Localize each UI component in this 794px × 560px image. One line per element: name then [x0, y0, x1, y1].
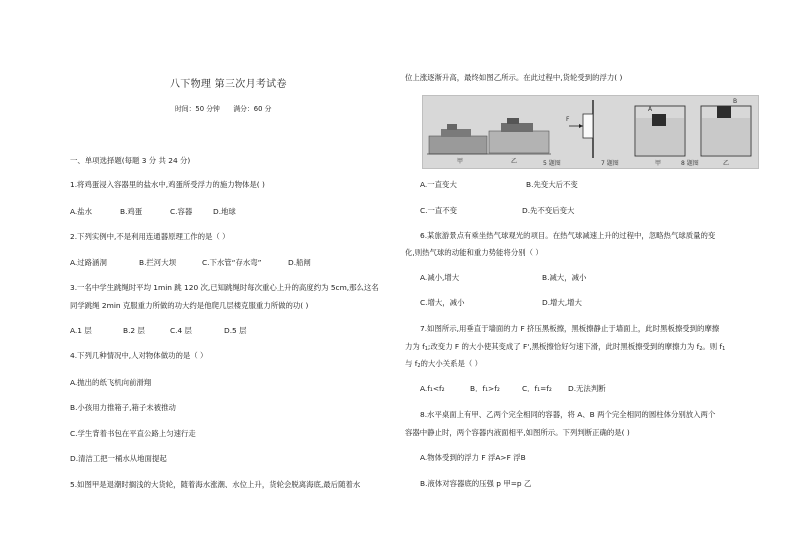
question-7-line1: 7.如图所示,用垂直于墙面的力 F 挤压黑板擦，黑板擦静止于墙面上，此时黑板擦受到的摩擦: [420, 324, 720, 333]
q7-option-a: A.f₁<f₂: [420, 384, 445, 393]
q7-text-a: 力为 f: [405, 342, 425, 351]
q5-option-d: D.先不变后变大: [522, 206, 575, 215]
q8-option-a: A.物体受到的浮力 F 浮A>F 浮B: [420, 453, 526, 462]
q1-option-b: B.鸡蛋: [120, 207, 143, 216]
fig5-caption: 5 题图: [543, 160, 561, 167]
fig5-label-jia: 甲: [457, 158, 464, 165]
question-4: 4.下列几种情况中,人对物体做功的是（ ）: [70, 351, 208, 360]
question-8-line1: 8.水平桌面上有甲、乙两个完全相同的容器，将 A、B 两个完全相同的圆柱体分别放入两个: [420, 410, 716, 419]
fig8-label-yi: 乙: [723, 160, 730, 167]
q1-option-a: A.盐水: [70, 207, 93, 216]
fig8-label-b: B: [733, 98, 738, 105]
q4-option-a: A.抛出的纸飞机向前滑翔: [70, 378, 152, 387]
q7-option-c: C．f₁=f₂: [522, 384, 552, 393]
q4-option-d: D.清洁工把一桶水从地面提起: [70, 454, 167, 463]
q2-option-c: C.下水管“存水弯”: [202, 258, 262, 267]
q7-text-c: 。则 f: [702, 342, 723, 351]
q6-option-c: C.增大，减小: [420, 298, 465, 307]
q6-option-b: B.减大，减小: [542, 273, 587, 282]
fig7-caption: 7 题图: [601, 160, 619, 167]
question-6-line1: 6.某旅游景点有乘坐热气球观光的项目。在热气球减速上升的过程中，忽略热气球质量的变: [420, 231, 716, 240]
q7-option-d: D.无法判断: [568, 384, 606, 393]
question-6-line2: 化,则热气球的动能和重力势能将分别（ ）: [405, 248, 543, 257]
q7-text-d: 与 f: [405, 359, 418, 368]
question-7-line3: 与 $f_2$的大小关系是（ ）: [405, 359, 483, 369]
q2-option-d: D.船闸: [288, 258, 311, 267]
question-5-line1: 5.如图甲是退潮时搁浅的大货轮，随着海水涨潮、水位上升，货轮会脱离海底,最后随着水: [70, 480, 361, 489]
q2-option-b: B.拦河大坝: [139, 258, 176, 267]
fig8-caption: 8 题图: [681, 160, 699, 167]
q7-option-b: B．f₁>f₂: [470, 384, 500, 393]
q3-option-c: C.4 层: [170, 326, 192, 335]
exam-subtitle: 时间：50 分钟 满分：60 分: [175, 105, 272, 113]
section-heading: 一、单项选择题(每题 3 分 共 24 分): [70, 156, 191, 165]
fig5-label-yi: 乙: [511, 158, 518, 165]
q4-option-b: B.小孩用力推箱子,箱子未被推动: [70, 403, 176, 412]
figure-strip: [422, 95, 759, 169]
question-5-line2: 位上涨逐渐升高，最终如图乙所示。在此过程中,货轮受到的浮力( ): [405, 73, 623, 82]
q1-option-c: C.容器: [170, 207, 193, 216]
q8-option-b: B.液体对容器底的压强 p 甲=p 乙: [420, 479, 532, 488]
question-1: 1.将鸡蛋浸入容器里的盐水中,鸡蛋所受浮力的施力物体是( ): [70, 180, 265, 189]
question-8-line2: 容器中静止时，两个容器内液面相平,如图所示。下列判断正确的是( ): [405, 428, 630, 437]
exam-title: 八下物理 第三次月考试卷: [170, 79, 287, 90]
question-2: 2.下列实例中,不是利用连通器原理工作的是（ ）: [70, 232, 230, 241]
q5-option-b: B.先变大后不变: [526, 180, 578, 189]
q7-text-b: ;改变力 F 的大小使其变成了 F',黑板擦恰好匀速下滑，此时黑板擦受到的摩擦力为 f: [427, 342, 700, 351]
fig5-ships: [427, 118, 551, 154]
q1-option-d: D.地球: [213, 207, 236, 216]
q7-text-e: 的大小关系是（ ）: [420, 359, 483, 368]
q3-option-b: B.2 层: [123, 326, 145, 335]
q6-option-d: D.增大,增大: [542, 298, 582, 307]
question-3-line2: 同学跳绳 2min 克服重力所做的功大约是他爬几层楼克服重力所做的功( ): [70, 301, 309, 310]
q4-option-c: C.学生背着书包在平直公路上匀速行走: [70, 429, 196, 438]
figure-illustrations: [423, 96, 758, 168]
q3-option-a: A.1 层: [70, 326, 92, 335]
fig8-containers: [635, 106, 751, 156]
q6-option-a: A.减小,增大: [420, 273, 460, 282]
fig8-label-a: A: [648, 106, 653, 113]
q2-option-a: A.过路涵洞: [70, 258, 107, 267]
question-7-line2: 力为 $f_1$;改变力 F 的大小使其变成了 F',黑板擦恰好匀速下滑，此时黑板擦受到的摩擦力为 $f_2$。则 $f_1$: [405, 342, 726, 352]
question-3-line1: 3.一名中学生跳绳时平均 1min 跳 120 次,已知跳绳时每次重心上升的高度约为 5cm,那么这名: [70, 283, 379, 292]
fig8-label-jia: 甲: [655, 160, 662, 167]
fig7-wall-eraser: [569, 100, 593, 158]
fig7-label-f: F: [566, 116, 570, 123]
q5-option-a: A.一直变大: [420, 180, 457, 189]
q5-option-c: C.一直不变: [420, 206, 458, 215]
q3-option-d: D.5 层: [224, 326, 247, 335]
